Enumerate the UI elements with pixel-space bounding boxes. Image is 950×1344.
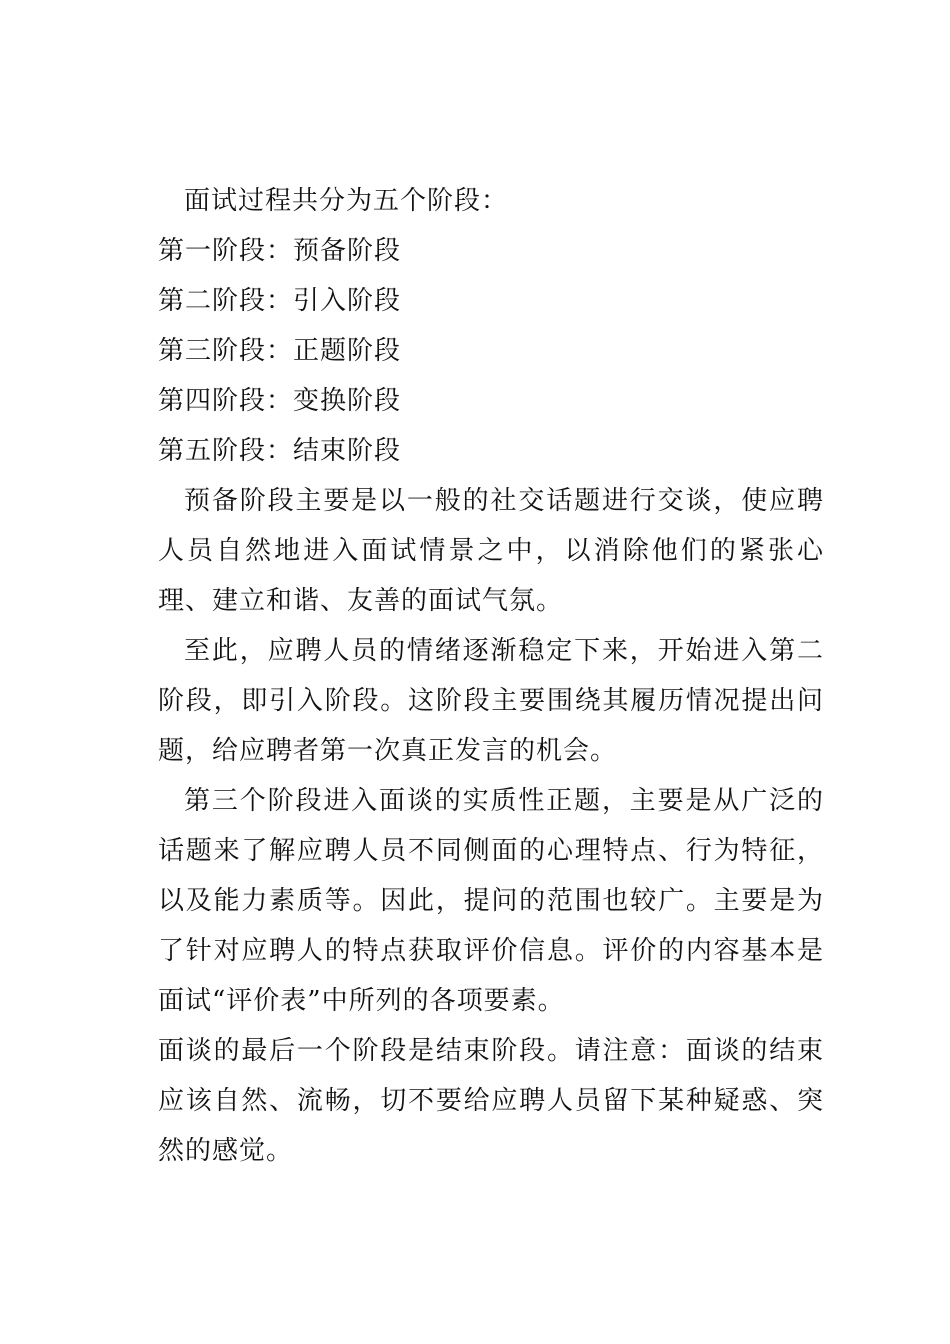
stage-line-2: 第二阶段：引入阶段 [158, 286, 402, 316]
introduction-paragraph: 至此，应聘人员的情绪逐渐稳定下来，开始进入第二阶段，即引入阶段。这阶段主要围绕其履历情况提出问题，给应聘者第一次真正发言的机会。 [158, 636, 824, 766]
stage-line-1: 第一阶段：预备阶段 [158, 236, 402, 266]
stage-line-5: 第五阶段：结束阶段 [158, 436, 402, 466]
preparation-paragraph: 预备阶段主要是以一般的社交话题进行交谈，使应聘人员自然地进入面试情景之中，以消除他们的紧张心理、建立和谐、友善的面试气氛。 [158, 486, 824, 616]
stage-line-3: 第三阶段：正题阶段 [158, 336, 402, 366]
closing-paragraph: 面谈的最后一个阶段是结束阶段。请注意：面谈的结束应该自然、流畅，切不要给应聘人员留下某种疑惑、突然的感觉。 [158, 1036, 824, 1166]
document-body [158, 176, 824, 1176]
main-topic-paragraph: 第三个阶段进入面谈的实质性正题，主要是从广泛的话题来了解应聘人员不同侧面的心理特点、行为特征，以及能力素质等。因此，提问的范围也较广。主要是为了针对应聘人的特点获取评价信息。评价的内容基本是面试“评价表”中所列的各项要素。 [158, 786, 824, 1016]
intro-paragraph: 面试过程共分为五个阶段： [184, 186, 509, 216]
stage-line-4: 第四阶段：变换阶段 [158, 386, 402, 416]
